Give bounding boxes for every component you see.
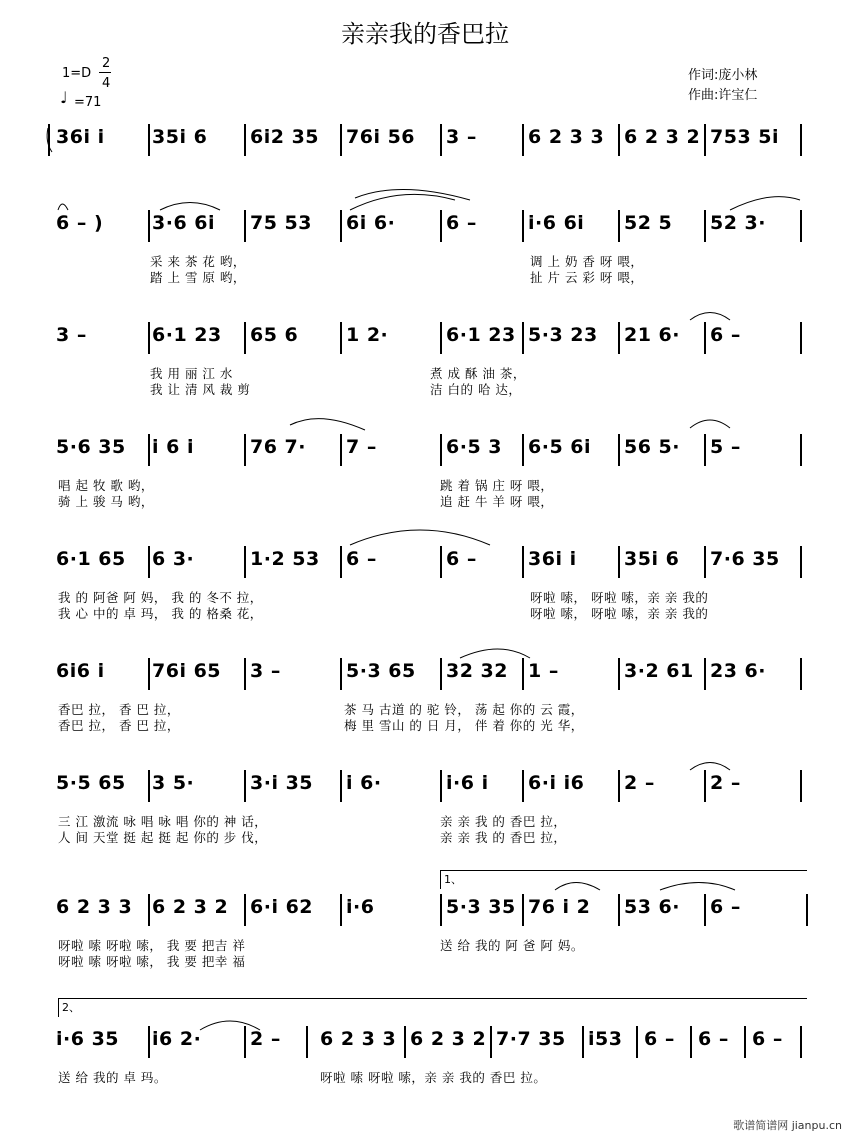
lyric-line: 我 心 中的 卓 玛， 我 的 格桑 花， [58, 606, 263, 621]
measure-notes: 6 – [752, 1028, 783, 1050]
measure-notes: 6·5 3 [446, 436, 502, 458]
measure-notes: 2 – [250, 1028, 281, 1050]
measure-notes: 76i 65 [152, 660, 222, 682]
measure-notes: 32 32 [446, 660, 508, 682]
lyric-line: 梅 里 雪山 的 日 月， 伴 着 你的 光 华， [344, 718, 584, 733]
measure-notes: 6·1 65 [56, 548, 126, 570]
lyric-line: 呀啦 嗦， 呀啦 嗦，亲 亲 我的 [530, 590, 709, 605]
lyric-line: 香巴 拉， 香 巴 拉， [58, 718, 180, 733]
measure-notes: 3·i 35 [250, 772, 314, 794]
measure-notes: 6 3· [152, 548, 195, 570]
measure-notes: 6 – [698, 1028, 729, 1050]
measure-notes: 5·5 65 [56, 772, 126, 794]
measure-notes: 6 2 3 2 [624, 126, 701, 148]
measure-notes: 6i 6· [346, 212, 396, 234]
lyric-line: 送 给 我的 阿 爸 阿 妈。 [440, 938, 584, 953]
lyric-line: 亲 亲 我 的 香巴 拉， [440, 814, 567, 829]
measure-notes: 6 2 3 2 [152, 896, 229, 918]
measure-notes: i·6 i [446, 772, 489, 794]
lyric-line: 亲 亲 我 的 香巴 拉， [440, 830, 567, 845]
lyric-line: 踏 上 雪 原 哟， [150, 270, 246, 285]
measure-notes: 5·3 23 [528, 324, 598, 346]
measure-notes: 7·7 35 [496, 1028, 566, 1050]
lyric-line: 跳 着 锅 庄 呀 喂， [440, 478, 554, 493]
key-signature: 1=D [62, 66, 92, 81]
lyric-line: 送 给 我的 卓 玛。 [58, 1070, 167, 1085]
measure-notes: 6 – [644, 1028, 675, 1050]
measure-notes: i6 2· [152, 1028, 202, 1050]
lyric-line: 我 的 阿爸 阿 妈， 我 的 冬不 拉， [58, 590, 263, 605]
time-signature-bottom: 4 [102, 76, 111, 91]
measure-notes: 5·6 35 [56, 436, 126, 458]
measure-notes: i·6 6i [528, 212, 585, 234]
slur-1 [58, 204, 68, 210]
measure-notes: i53 [588, 1028, 623, 1050]
measure-notes: 6 – [346, 548, 377, 570]
measure-notes: 3·6 6i [152, 212, 216, 234]
lyric-line: 我 用 丽 江 水 [150, 366, 233, 381]
measure-notes: 6 – [710, 324, 741, 346]
measure-notes: 23 6· [710, 660, 766, 682]
slur-11 [690, 763, 730, 771]
slur-12 [660, 883, 735, 891]
measure-notes: 3·2 61 [624, 660, 694, 682]
repeat-paren [47, 128, 52, 152]
measure-notes: i·6 [346, 896, 375, 918]
lyric-line: 呀啦 嗦， 呀啦 嗦，亲 亲 我的 [530, 606, 709, 621]
lyric-line: 骑 上 骏 马 哟， [58, 494, 154, 509]
slur-14 [555, 883, 600, 891]
measure-notes: 6i2 35 [250, 126, 320, 148]
lyric-line: 我 让 清 风 裁 剪 [150, 382, 251, 397]
measure-notes: i 6 i [152, 436, 194, 458]
measure-notes: 53 6· [624, 896, 680, 918]
measure-notes: 6 2 3 3 [320, 1028, 397, 1050]
measure-notes: 5·3 35 [446, 896, 516, 918]
measure-notes: 52 5 [624, 212, 673, 234]
measure-notes: 5 – [710, 436, 741, 458]
measure-notes: 36i i [528, 548, 577, 570]
slur-10 [460, 649, 530, 658]
lyric-line: 呀啦 嗦 呀啦 嗦， 我 要 把吉 祥 [58, 938, 246, 953]
measure-notes: 2 – [710, 772, 741, 794]
measure-notes: 7 – [346, 436, 377, 458]
measure-notes: 76 7· [250, 436, 306, 458]
measure-notes: i 6· [346, 772, 382, 794]
composer-credit: 作曲:许宝仁 [688, 88, 758, 103]
measure-notes: 52 3· [710, 212, 766, 234]
measure-notes: 65 6 [250, 324, 299, 346]
measure-notes: 1·2 53 [250, 548, 320, 570]
measure-notes: 6 – [446, 212, 477, 234]
tempo-mark: =71 [74, 95, 102, 110]
measure-notes: 6 – [446, 548, 477, 570]
measure-notes: 6·i i6 [528, 772, 585, 794]
measure-notes: 75 53 [250, 212, 312, 234]
measure-notes: 2 – [624, 772, 655, 794]
measure-notes: 1 – [528, 660, 559, 682]
measure-notes: 35i 6 [624, 548, 680, 570]
lyric-line: 呀啦 嗦 呀啦 嗦， 我 要 把幸 福 [58, 954, 246, 969]
measure-notes: 36i i [56, 126, 105, 148]
measure-notes: 6 2 3 3 [528, 126, 605, 148]
measure-notes: 3 – [250, 660, 281, 682]
measure-notes: 6·5 6i [528, 436, 592, 458]
lyric-line: 调 上 奶 香 呀 喂， [530, 254, 644, 269]
lyric-line: 三 江 激流 咏 唱 咏 唱 你的 神 话， [58, 814, 268, 829]
volta-label: 2、 [62, 1001, 80, 1014]
song-title: 亲亲我的香巴拉 [341, 20, 509, 48]
lyric-line: 茶 马 古道 的 驼 铃， 荡 起 你的 云 霞， [344, 702, 584, 717]
lyric-line: 洁 白的 哈 达， [430, 382, 522, 397]
slur-8 [690, 420, 730, 428]
slur-13 [200, 1021, 260, 1030]
measure-notes: 3 – [56, 324, 87, 346]
quarter-note-icon: ♩ [60, 88, 68, 107]
measure-notes: 76i 56 [346, 126, 416, 148]
measure-notes: 6 – [710, 896, 741, 918]
lyric-line: 煮 成 酥 油 茶， [430, 366, 526, 381]
slur-7 [290, 419, 365, 430]
measure-notes: 3 5· [152, 772, 195, 794]
slur-3 [350, 194, 455, 210]
slur-2 [160, 203, 220, 211]
slur-6 [690, 313, 730, 321]
measure-notes: 6i6 i [56, 660, 105, 682]
measure-notes: 6·1 23 [446, 324, 516, 346]
measure-notes: 3 – [446, 126, 477, 148]
measure-notes: 6 2 3 2 [410, 1028, 487, 1050]
measure-notes: 35i 6 [152, 126, 208, 148]
slur-9 [350, 530, 490, 545]
measure-notes: 56 5· [624, 436, 680, 458]
lyric-line: 扯 片 云 彩 呀 喂， [530, 270, 644, 285]
measure-notes: 753 5i [710, 126, 780, 148]
measure-notes: i·6 35 [56, 1028, 120, 1050]
measure-notes: 7·6 35 [710, 548, 780, 570]
measure-notes: 6 2 3 3 [56, 896, 133, 918]
measure-notes: 5·3 65 [346, 660, 416, 682]
measure-notes: 1 2· [346, 324, 389, 346]
measure-notes: 76 i 2 [528, 896, 591, 918]
lyric-line: 唱 起 牧 歌 哟， [58, 478, 154, 493]
lyric-line: 香巴 拉， 香 巴 拉， [58, 702, 180, 717]
measure-notes: 6 – ) [56, 212, 104, 234]
lyricist-credit: 作词:庞小林 [688, 68, 758, 83]
lyric-line: 人 间 天堂 挺 起 挺 起 你的 步 伐， [58, 830, 268, 845]
lyric-line: 呀啦 嗦 呀啦 嗦，亲 亲 我的 香巴 拉。 [320, 1070, 547, 1085]
volta-label: 1、 [444, 873, 462, 886]
measure-notes: 6·i 62 [250, 896, 314, 918]
slur-5 [730, 197, 800, 210]
measure-notes: 6·1 23 [152, 324, 222, 346]
lyric-line: 采 来 茶 花 哟， [150, 254, 246, 269]
lyric-line: 追 赶 牛 羊 呀 喂， [440, 494, 554, 509]
measure-notes: 21 6· [624, 324, 680, 346]
time-signature-top: 2 [102, 56, 111, 71]
watermark: 歌谱简谱网 jianpu.cn [733, 1119, 842, 1132]
